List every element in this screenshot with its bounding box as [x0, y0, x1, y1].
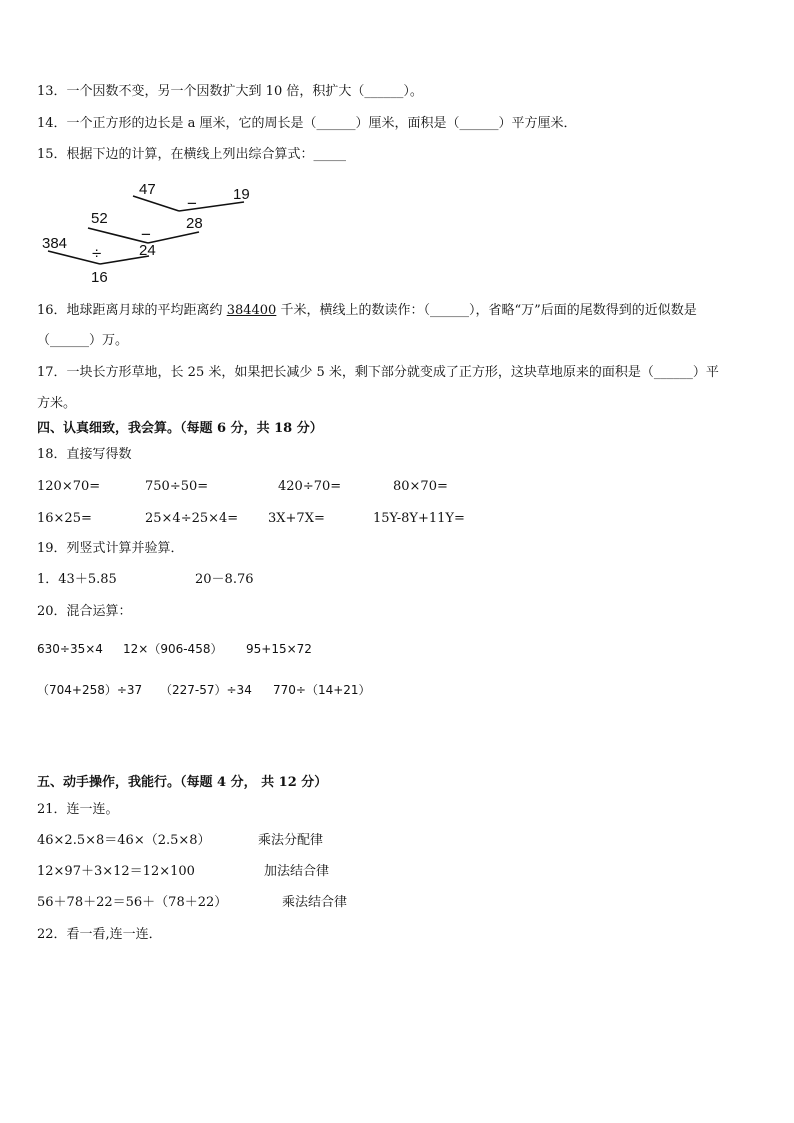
- q18-item: 16×25=: [37, 511, 92, 526]
- q20-item: （704+258）÷37: [37, 683, 143, 697]
- q18-item: 750÷50=: [145, 479, 209, 494]
- diagram-op-minus-1: −: [187, 194, 197, 213]
- q20-item: （227-57）÷34: [160, 683, 252, 697]
- q19-item-b: 20－8.76: [195, 572, 254, 587]
- q19-item-a: 1．43＋5.85: [37, 572, 117, 587]
- q21-left-item: 46×2.5×8＝46×（2.5×8）: [37, 833, 211, 848]
- q21-right-item: 乘法结合律: [282, 895, 348, 910]
- q18-item: 80×70=: [393, 479, 448, 494]
- q21-right-item: 加法结合律: [264, 864, 330, 879]
- q18-item: 120×70=: [37, 479, 101, 494]
- q20-item: 770÷（14+21）: [273, 683, 371, 697]
- q20-item: 95+15×72: [246, 642, 312, 656]
- diagram-op-divide: ÷: [92, 244, 102, 263]
- question-22: 22．看一看,连一连．: [37, 927, 162, 942]
- underlined-distance: 384400: [226, 303, 277, 318]
- diagram-num-47: 47: [139, 181, 156, 198]
- diagram-num-19: 19: [233, 186, 250, 203]
- question-18-title: 18．直接写得数: [37, 447, 132, 462]
- diagram-num-52: 52: [91, 210, 108, 227]
- diagram-num-384: 384: [42, 235, 68, 252]
- q21-right-item: 乘法分配律: [258, 833, 324, 848]
- diagram-num-16: 16: [91, 269, 108, 286]
- question-20-title: 20．混合运算：: [37, 604, 132, 619]
- question-17: 17．一块长方形草地，长 25 米，如果把长减少 5 米，剩下部分就变成了正方形，这块草地原来的面积是（______）平: [37, 365, 719, 380]
- section-5-heading: 五、动手操作，我能行。（每题 4 分， 共 12 分）: [37, 775, 328, 790]
- question-21-title: 21．连一连。: [37, 802, 119, 817]
- question-16-line2: （______）万。: [37, 333, 129, 348]
- diagram-line-52: [88, 228, 148, 243]
- calculation-diagram: [36, 176, 266, 290]
- diagram-op-minus-2: −: [141, 225, 151, 244]
- question-14: 14．一个正方形的边长是 a 厘米，它的周长是（______）厘米，面积是（______）平方厘米．: [37, 116, 577, 131]
- diagram-num-24: 24: [139, 242, 156, 259]
- question-17-line2: 方米。: [37, 396, 77, 411]
- q20-item: 630÷35×4: [37, 642, 103, 656]
- q21-left-item: 12×97＋3×12＝12×100: [37, 864, 195, 879]
- q18-item: 15Y-8Y+11Y=: [373, 511, 465, 526]
- section-4-heading: 四、认真细致，我会算。（每题 6 分，共 18 分）: [37, 421, 323, 436]
- q18-item: 25×4÷25×4=: [145, 511, 239, 526]
- diagram-num-28: 28: [186, 215, 203, 232]
- q18-item: 3X+7X=: [268, 511, 325, 526]
- question-16: 16．地球距离月球的平均距离约 384400 千米，横线上的数读作：（______），省略“万”后面的尾数得到的近似数是: [37, 303, 697, 318]
- question-19-title: 19．列竖式计算并验算．: [37, 541, 184, 556]
- q21-left-item: 56＋78＋22＝56＋（78＋22）: [37, 895, 228, 910]
- q20-item: 12×（906-458）: [123, 642, 223, 656]
- q18-item: 420÷70=: [278, 479, 342, 494]
- question-15: 15．根据下边的计算，在横线上列出综合算式：_____: [37, 147, 347, 162]
- question-13: 13．一个因数不变，另一个因数扩大到 10 倍，积扩大（______）。: [37, 84, 423, 99]
- diagram-line-47: [133, 196, 179, 211]
